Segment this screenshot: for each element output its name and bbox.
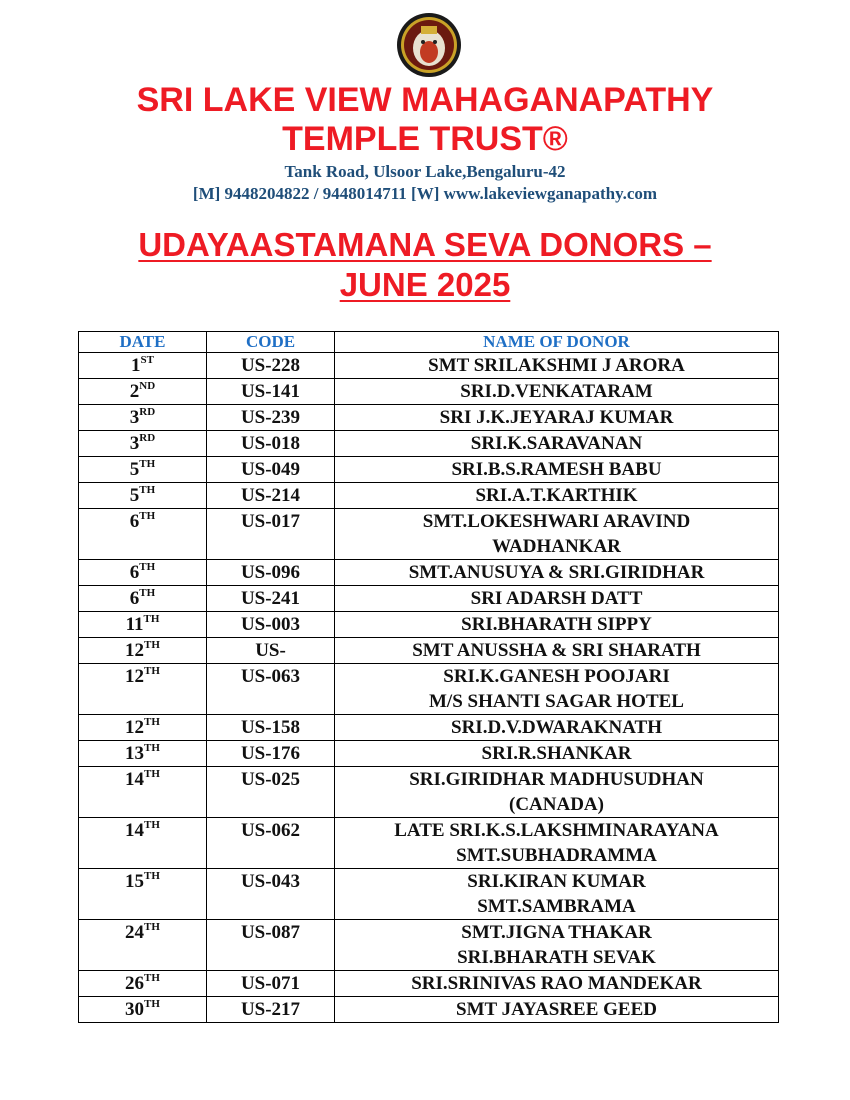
donor-name: SRI.A.T.KARTHIK — [475, 485, 638, 506]
table-row — [79, 920, 779, 971]
date-day: 1 — [131, 355, 141, 376]
code-cell: US-239 — [207, 405, 335, 431]
donor-name: (CANADA) — [509, 794, 604, 815]
donor-name-cell — [335, 741, 779, 767]
donor-name: SRI.D.VENKATARAM — [460, 381, 653, 402]
date-suffix: TH — [139, 510, 156, 522]
donor-name: SMT JAYASREE GEED — [456, 999, 657, 1020]
donor-name: SMT.ANUSUYA & SRI.GIRIDHAR — [408, 562, 705, 583]
code-cell: US-241 — [207, 586, 335, 612]
date-day: 12 — [125, 666, 145, 687]
table-row — [79, 715, 779, 741]
table-row — [79, 483, 779, 509]
date-suffix: TH — [139, 484, 156, 496]
donor-name: SRI.SRINIVAS RAO MANDEKAR — [411, 973, 702, 994]
date-suffix: TH — [144, 768, 160, 780]
date-suffix: TH — [143, 613, 160, 625]
donor-name-cell — [335, 483, 779, 509]
date-suffix: TH — [139, 561, 156, 573]
date-cell — [79, 920, 207, 971]
table-header-row — [79, 332, 779, 353]
code-cell: US-025 — [207, 767, 335, 818]
date-suffix: TH — [144, 639, 160, 651]
date-suffix: TH — [139, 458, 156, 470]
donor-name: SRI.BHARATH SEVAK — [457, 947, 656, 968]
date-day: 13 — [125, 743, 145, 764]
date-suffix: ND — [139, 380, 156, 392]
donor-name: SMT ANUSSHA & SRI SHARATH — [412, 640, 701, 661]
date-cell — [79, 509, 207, 560]
donor-name: SRI.B.S.RAMESH BABU — [451, 459, 662, 480]
donor-name: LATE SRI.K.S.LAKSHMINARAYANA — [394, 820, 719, 841]
code-cell: US-063 — [207, 664, 335, 715]
code-cell: US-017 — [207, 509, 335, 560]
donor-name-cell — [335, 638, 779, 664]
date-cell — [79, 560, 207, 586]
donor-name: SRI.KIRAN KUMAR — [467, 871, 646, 892]
date-day: 3 — [129, 433, 140, 454]
column-header-date: DATE — [79, 332, 207, 353]
contact-info: [M] 9448204822 / 9448014711 [W] www.lakeviewganapathy.com — [192, 184, 658, 203]
date-cell — [79, 638, 207, 664]
table-row — [79, 431, 779, 457]
donor-name-cell — [335, 920, 779, 971]
date-day: 6 — [129, 588, 140, 609]
donor-name: SMT.SAMBRAMA — [477, 896, 636, 917]
date-suffix: TH — [139, 587, 156, 599]
code-cell: US-062 — [207, 818, 335, 869]
date-suffix: TH — [144, 870, 160, 882]
donor-name: SMT SRILAKSHMI J ARORA — [428, 355, 685, 376]
date-day: 5 — [129, 485, 140, 506]
donor-table — [78, 331, 779, 1023]
date-cell — [79, 971, 207, 997]
date-suffix: TH — [144, 921, 160, 933]
date-day: 6 — [129, 562, 140, 583]
date-day: 5 — [129, 459, 140, 480]
date-cell — [79, 715, 207, 741]
column-header-name: NAME OF DONOR — [335, 332, 779, 353]
address: Tank Road, Ulsoor Lake,Bengaluru-42 — [284, 162, 566, 181]
donor-name: WADHANKAR — [492, 536, 621, 557]
date-day: 30 — [125, 999, 145, 1020]
donor-name-cell — [335, 560, 779, 586]
code-cell: US-071 — [207, 971, 335, 997]
table-row — [79, 767, 779, 818]
date-suffix: TH — [144, 716, 160, 728]
date-cell — [79, 767, 207, 818]
code-cell: US-228 — [207, 353, 335, 379]
code-cell: US-003 — [207, 612, 335, 638]
date-cell — [79, 869, 207, 920]
donor-name-cell — [335, 997, 779, 1023]
donor-name: SRI ADARSH DATT — [470, 588, 643, 609]
code-cell: US-087 — [207, 920, 335, 971]
code-cell: US-018 — [207, 431, 335, 457]
donor-name-cell — [335, 715, 779, 741]
page-heading-line1: UDAYAASTAMANA SEVA DONORS – — [138, 226, 712, 263]
donor-name-cell — [335, 431, 779, 457]
date-suffix: TH — [144, 998, 160, 1010]
date-day: 11 — [125, 614, 144, 635]
date-cell — [79, 405, 207, 431]
donor-name: SRI J.K.JEYARAJ KUMAR — [439, 407, 674, 428]
donor-name: SRI.GIRIDHAR MADHUSUDHAN — [409, 769, 704, 790]
date-day: 15 — [125, 871, 145, 892]
donor-name-cell — [335, 664, 779, 715]
date-day: 3 — [129, 407, 140, 428]
page-heading-line2: JUNE 2025 — [339, 266, 511, 303]
donor-name-cell — [335, 818, 779, 869]
date-day: 14 — [125, 769, 145, 790]
date-day: 14 — [125, 820, 145, 841]
donor-name: SMT.SUBHADRAMMA — [456, 845, 657, 866]
date-day: 2 — [129, 381, 140, 402]
donor-name: SRI.K.GANESH POOJARI — [443, 666, 670, 687]
donor-name: SRI.D.V.DWARAKNATH — [451, 717, 662, 738]
code-cell: US- — [207, 638, 335, 664]
code-cell: US-049 — [207, 457, 335, 483]
donor-name-cell — [335, 767, 779, 818]
donor-name-cell — [335, 405, 779, 431]
date-suffix: RD — [139, 406, 156, 418]
date-suffix: TH — [144, 742, 160, 754]
table-row — [79, 612, 779, 638]
table-row — [79, 353, 779, 379]
donor-name-cell — [335, 457, 779, 483]
donor-name: SRI.R.SHANKAR — [481, 743, 632, 764]
donor-name-cell — [335, 612, 779, 638]
column-header-code: CODE — [207, 332, 335, 353]
code-cell: US-043 — [207, 869, 335, 920]
date-cell — [79, 818, 207, 869]
donor-name-cell — [335, 353, 779, 379]
code-cell: US-214 — [207, 483, 335, 509]
donor-name-cell — [335, 869, 779, 920]
date-suffix: TH — [144, 972, 160, 984]
code-cell: US-158 — [207, 715, 335, 741]
date-suffix: TH — [144, 819, 160, 831]
date-cell — [79, 379, 207, 405]
date-cell — [79, 353, 207, 379]
date-cell — [79, 457, 207, 483]
date-day: 24 — [125, 922, 145, 943]
date-cell — [79, 586, 207, 612]
table-row — [79, 586, 779, 612]
date-suffix: RD — [139, 432, 156, 444]
table-row — [79, 638, 779, 664]
date-cell — [79, 431, 207, 457]
table-row — [79, 664, 779, 715]
code-cell: US-096 — [207, 560, 335, 586]
donor-name-cell — [335, 509, 779, 560]
table-row — [79, 869, 779, 920]
date-day: 12 — [125, 640, 145, 661]
date-suffix: ST — [140, 354, 154, 366]
table-row — [79, 997, 779, 1023]
table-row — [79, 509, 779, 560]
donor-name-cell — [335, 379, 779, 405]
donor-name: SMT.LOKESHWARI ARAVIND — [422, 511, 691, 532]
date-cell — [79, 612, 207, 638]
date-cell — [79, 997, 207, 1023]
donor-name-cell — [335, 971, 779, 997]
table-row — [79, 818, 779, 869]
donor-name: SRI.BHARATH SIPPY — [461, 614, 652, 635]
donor-name-cell — [335, 586, 779, 612]
donor-name: SMT.JIGNA THAKAR — [461, 922, 652, 943]
trust-name-line1: SRI LAKE VIEW MAHAGANAPATHY — [136, 81, 714, 119]
donor-name: M/S SHANTI SAGAR HOTEL — [429, 691, 684, 712]
date-cell — [79, 664, 207, 715]
date-suffix: TH — [144, 665, 160, 677]
table-row — [79, 457, 779, 483]
date-cell — [79, 483, 207, 509]
table-row — [79, 741, 779, 767]
table-row — [79, 971, 779, 997]
code-cell: US-176 — [207, 741, 335, 767]
table-row — [79, 379, 779, 405]
code-cell: US-217 — [207, 997, 335, 1023]
table-row — [79, 405, 779, 431]
date-cell — [79, 741, 207, 767]
date-day: 6 — [129, 511, 140, 532]
date-day: 26 — [125, 973, 145, 994]
table-row — [79, 560, 779, 586]
temple-logo — [396, 12, 462, 78]
trust-name-line2: TEMPLE TRUST® — [282, 120, 568, 158]
donor-name: SRI.K.SARAVANAN — [470, 433, 643, 454]
code-cell: US-141 — [207, 379, 335, 405]
date-day: 12 — [125, 717, 145, 738]
